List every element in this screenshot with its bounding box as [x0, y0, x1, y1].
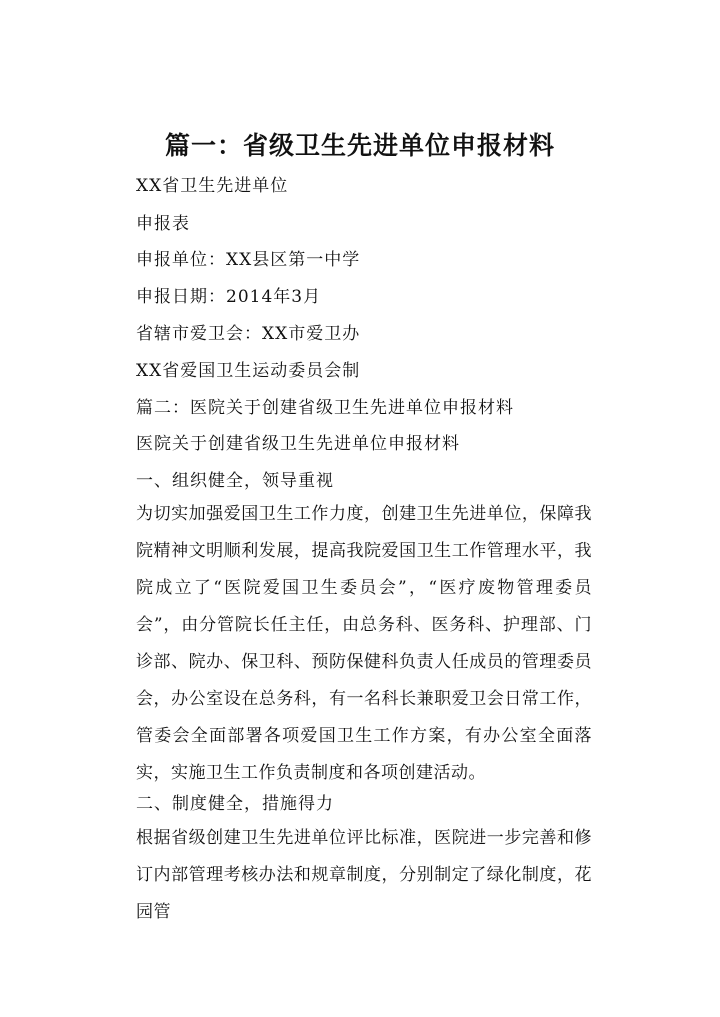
text-line-application-date: 申报日期：2014年3月	[136, 287, 322, 307]
text-line-applicant-unit: 申报单位：XX县区第一中学	[136, 250, 361, 270]
document-title: 篇一：省级卫生先进单位申报材料	[164, 131, 555, 160]
text-line-issuer: XX省爱国卫生运动委员会制	[136, 361, 361, 381]
text-line-part-two-subtitle: 医院关于创建省级卫生先进单位申报材料	[136, 434, 460, 454]
text-line-city-committee: 省辖市爱卫会：XX市爱卫办	[136, 324, 361, 344]
text-line-application-form: 申报表	[136, 214, 190, 234]
section-heading-system: 二、制度健全，措施得力	[136, 794, 334, 814]
paragraph-system	[136, 820, 592, 931]
paragraph-organization-text: 为切实加强爱国卫生工作力度，创建卫生先进单位，保障我院精神文明顺利发展，提高我院爱国卫生工作管理水平，我院成立了“医院爱国卫生委员会”，“医疗废物管理委员会”，由分管院长任主任，由总务科、医务科、护理部、门诊部、院办、保卫科、预防保健科负责人任成员的管理委员会，办公室设在总务科，有一名科长兼职爱卫会日常工作，管委会全面部署各项爱国卫生工作方案，有办公室全面落实，实施卫生工作负责制度和各项创建活动。	[136, 504, 592, 783]
text-line-province-unit: XX省卫生先进单位	[136, 176, 289, 196]
paragraph-organization	[136, 496, 592, 792]
paragraph-system-text: 根据省级创建卫生先进单位评比标准，医院进一步完善和修订内部管理考核办法和规章制度，分别制定了绿化制度，花园管	[136, 828, 592, 922]
text-line-part-two-title: 篇二：医院关于创建省级卫生先进单位申报材料	[136, 398, 514, 418]
section-heading-organization: 一、组织健全，领导重视	[136, 471, 334, 491]
